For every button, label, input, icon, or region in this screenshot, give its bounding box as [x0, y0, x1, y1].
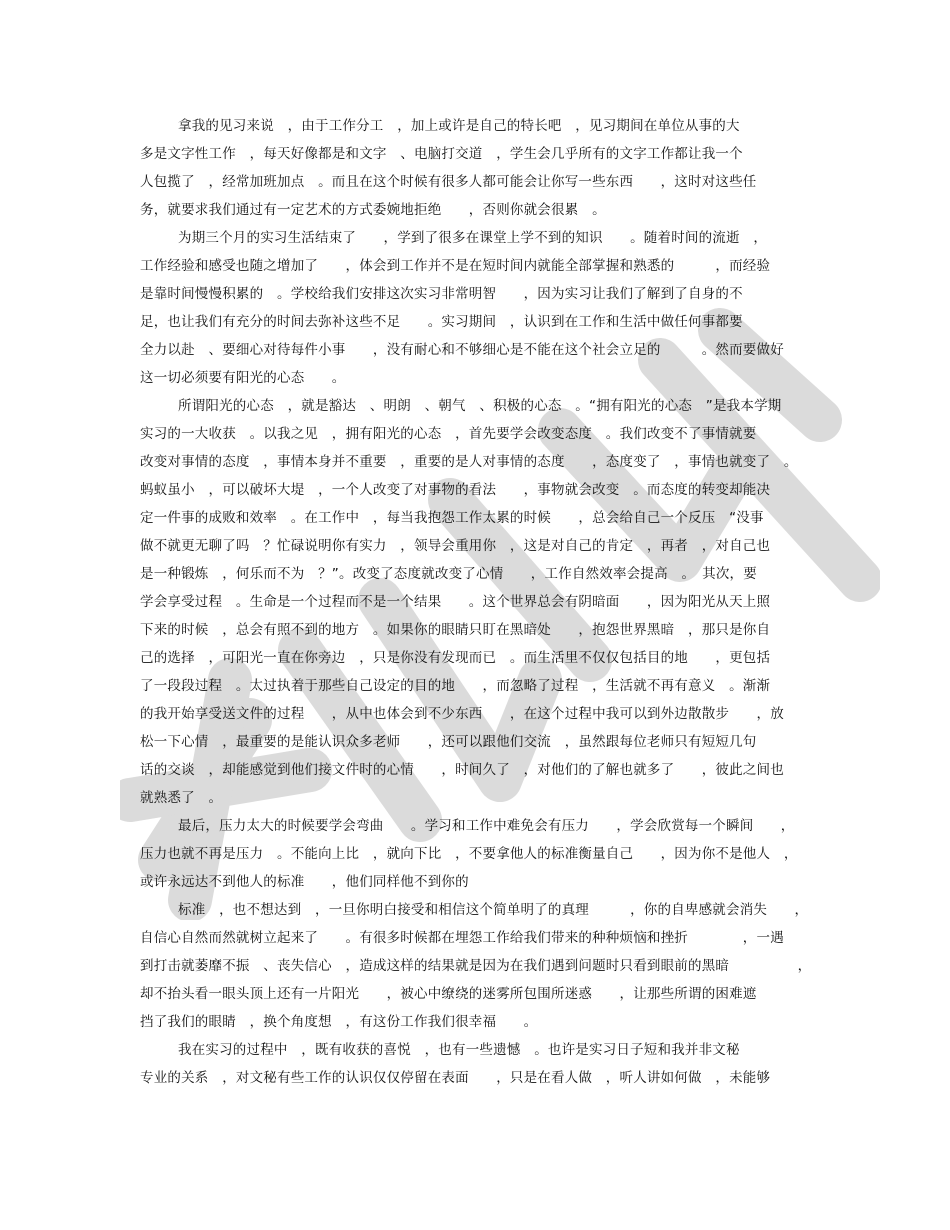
text-line: 就熟悉了 。	[140, 790, 223, 806]
paragraph	[140, 224, 830, 392]
text-line: 到打击就萎靡不振 、丧失信心 ，造成这样的结果就是因为在我们遇到问题时只看到眼前的黑暗 ，	[140, 958, 812, 974]
paragraph	[140, 896, 830, 1036]
text-line: 最后，压力太大的时候要学会弯曲 。学习和工作中难免会有压力 ，学会欣赏每一个瞬间 ，	[178, 818, 795, 834]
text-line: 的我开始享受送文件的过程 ，从中也体会到不少东西 ，在这个过程中我可以到外边散散步 ，放	[140, 706, 784, 722]
text-line: 己的选择 ，可阳光一直在你旁边 ，只是你没有发现而已 。而生活里不仅仅包括目的地 ，更包括	[140, 650, 771, 666]
text-line: 所谓阳光的心态 ，就是豁达 、明朗 、朝气 、积极的心态 。“拥有阳光的心态 ”是我本学期	[178, 398, 782, 414]
document-body	[140, 112, 830, 1092]
text-line: 定一件事的成败和效率 。在工作中 ，每当我抱怨工作太累的时候 ，总会给自己一个反压 “没事	[140, 510, 764, 526]
text-line: 自信心自然而然就树立起来了 。有很多时候都在埋怨工作给我们带来的种种烦恼和挫折 ，一遇	[140, 930, 784, 946]
text-line: 了一段段过程 。太过执着于那些自己设定的目的地 ，而忽略了过程 ，生活就不再有意义 。渐渐	[140, 678, 771, 694]
text-line: 松一下心情 ，最重要的是能认识众多老师 ，还可以跟他们交流 ，虽然跟每位老师只有短短几句	[140, 734, 757, 750]
text-line: 全力以赴 、要细心对待每件小事 ，没有耐心和不够细心是不能在这个社会立足的 。然而要做好	[140, 342, 784, 358]
text-line: 足，也让我们有充分的时间去弥补这些不足 。实习期间 ，认识到在工作和生活中做任何事都要	[140, 314, 743, 330]
text-line: 压力也就不再是压力 。不能向上比 ，就向下比 ，不要拿他人的标准衡量自己 ，因为你不是他人 ，	[140, 846, 798, 862]
text-line: 或许永远达不到他人的标准 ，他们同样他不到你的	[140, 874, 469, 890]
text-line: 挡了我们的眼睛 ，换个角度想 ，有这份工作我们很幸福 。	[140, 1014, 538, 1030]
text-line: 是一种锻炼 ，何乐而不为 ？”。改变了态度就改变了心情 ，工作自然效率会提高 。 其次，要	[140, 566, 757, 582]
text-line: 工作经验和感受也随之增加了 ，体会到工作并不是在短时间内就能全部掌握和熟悉的 ，而经验	[140, 258, 771, 274]
paragraph	[140, 112, 830, 224]
text-line: 实习的一大收获 。以我之见 ，拥有阳光的心态 ，首先要学会改变态度 。我们改变不了事情就要	[140, 426, 757, 442]
text-line: 务，就要求我们通过有一定艺术的方式委婉地拒绝 ，否则你就会很累 。	[140, 202, 606, 218]
text-line: 学会享受过程 。生命是一个过程而不是一个结果 。这个世界总会有阴暗面 ，因为阳光从天上照	[140, 594, 771, 610]
text-line: 标准 ，也不想达到 ，一旦你明白接受和相信这个简单明了的真理 ，你的自卑感就会消失 ，	[178, 902, 809, 918]
text-line: 却不抬头看一眼头顶上还有一片阳光 ，被心中缭绕的迷雾所包围所迷惑 ，让那些所谓的困难遮	[140, 986, 757, 1002]
text-line: 多是文字性工作 ，每天好像都是和文字 、电脑打交道 ，学生会几乎所有的文字工作都让我一个	[140, 146, 743, 162]
text-line: 改变对事情的态度 ，事情本身并不重要 ，重要的是人对事情的态度 ，态度变了 ，事情也就变了 。	[140, 454, 798, 470]
text-line: 专业的关系 ，对文秘有些工作的认识仅仅停留在表面 ，只是在看人做 ，听人讲如何做 ，未能够	[140, 1070, 771, 1086]
paragraph	[140, 1036, 830, 1092]
text-line: 我在实习的过程中 ，既有收获的喜悦 ，也有一些遗憾 。也许是实习日子短和我并非文秘	[178, 1042, 740, 1058]
text-line: 是靠时间慢慢积累的 。学校给我们安排这次实习非常明智 ，因为实习让我们了解到了自身的不	[140, 286, 743, 302]
text-line: 拿我的见习来说 ，由于工作分工 ，加上或许是自己的特长吧 ，见习期间在单位从事的大	[178, 118, 740, 134]
text-line: 蚂蚁虽小 ，可以破坏大堤 ，一个人改变了对事物的看法 ，事物就会改变 。而态度的转变却能决	[140, 482, 771, 498]
text-line: 话的交谈 ，却能感觉到他们接文件时的心情 ，时间久了 ，对他们的了解也就多了 ，彼此之间也	[140, 762, 784, 778]
paragraph	[140, 392, 830, 812]
text-line: 人包揽了 ，经常加班加点 。而且在这个时候有很多人都可能会让你写一些东西 ，这时对这些任	[140, 174, 757, 190]
text-line: 做不就更无聊了吗 ？忙碌说明你有实力 ，领导会重用你 ，这是对自己的肯定 ，再者 ，对自己也	[140, 538, 771, 554]
text-line: 为期三个月的实习生活结束了 ，学到了很多在课堂上学不到的知识 。随着时间的流逝 ，	[178, 230, 768, 246]
paragraph	[140, 812, 830, 896]
text-line: 这一切必须要有阳光的心态 。	[140, 370, 346, 386]
text-line: 下来的时候 ，总会有照不到的地方 。如果你的眼睛只盯在黑暗处 ，抱怨世界黑暗 ，那只是你自	[140, 622, 771, 638]
